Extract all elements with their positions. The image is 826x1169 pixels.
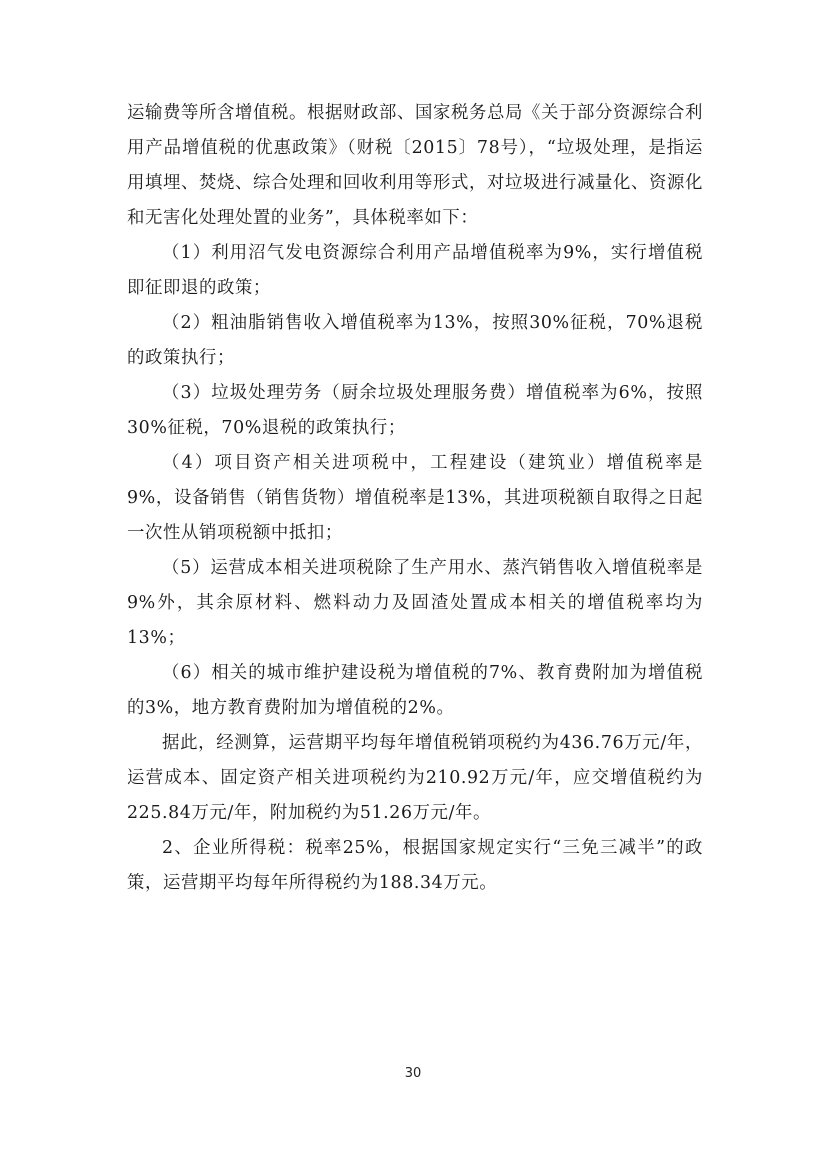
paragraph-item-3-garbage-service: （3）垃圾处理劳务（厨余垃圾处理服务费）增值税率为6%，按照30%征税，70%退税的政策执行； [127,383,703,438]
page-number: 30 [404,1066,422,1081]
paragraph-item-2-crude-oil: （2）粗油脂销售收入增值税率为13%，按照30%征税，70%退税的政策执行； [127,313,703,368]
paragraph-vat-estimate: 据此，经测算，运营期平均每年增值税销项税约为436.76万元/年，运营成本、固定资产相关进项税约为210.92万元/年，应交增值税约为225.84万元/年，附加税约为51.26万元/年。 [127,733,703,823]
paragraph-item-4-input-tax-assets: （4）项目资产相关进项税中，工程建设（建筑业）增值税率是9%，设备销售（销售货物）增值税率是13%，其进项税额自取得之日起一次性从销项税额中抵扣； [127,453,703,543]
paragraph-item-6-surcharges: （6）相关的城市维护建设税为增值税的7%、教育费附加为增值税的3%，地方教育费附加为增值税的2%。 [127,663,703,718]
paragraph-item-5-operating-cost: （5）运营成本相关进项税除了生产用水、蒸汽销售收入增值税率是9%外，其余原材料、燃料动力及固渣处置成本相关的增值税率均为13%； [127,558,703,648]
paragraph-vat-policy-intro: 运输费等所含增值税。根据财政部、国家税务总局《关于部分资源综合利用产品增值税的优惠政策》（财税〔2015〕78号），“垃圾处理，是指运用填埋、焚烧、综合处理和回收利用等形式，对垃圾进行减量化、资源化和无害化处理处置的业务”，具体税率如下： [127,103,703,228]
paragraph-item-1-biogas-power: （1）利用沼气发电资源综合利用产品增值税率为9%，实行增值税即征即退的政策； [127,243,703,298]
document-body [127,96,703,901]
paragraph-income-tax: 2、企业所得税：税率25%，根据国家规定实行“三免三减半”的政策，运营期平均每年所得税约为188.34万元。 [127,838,703,893]
